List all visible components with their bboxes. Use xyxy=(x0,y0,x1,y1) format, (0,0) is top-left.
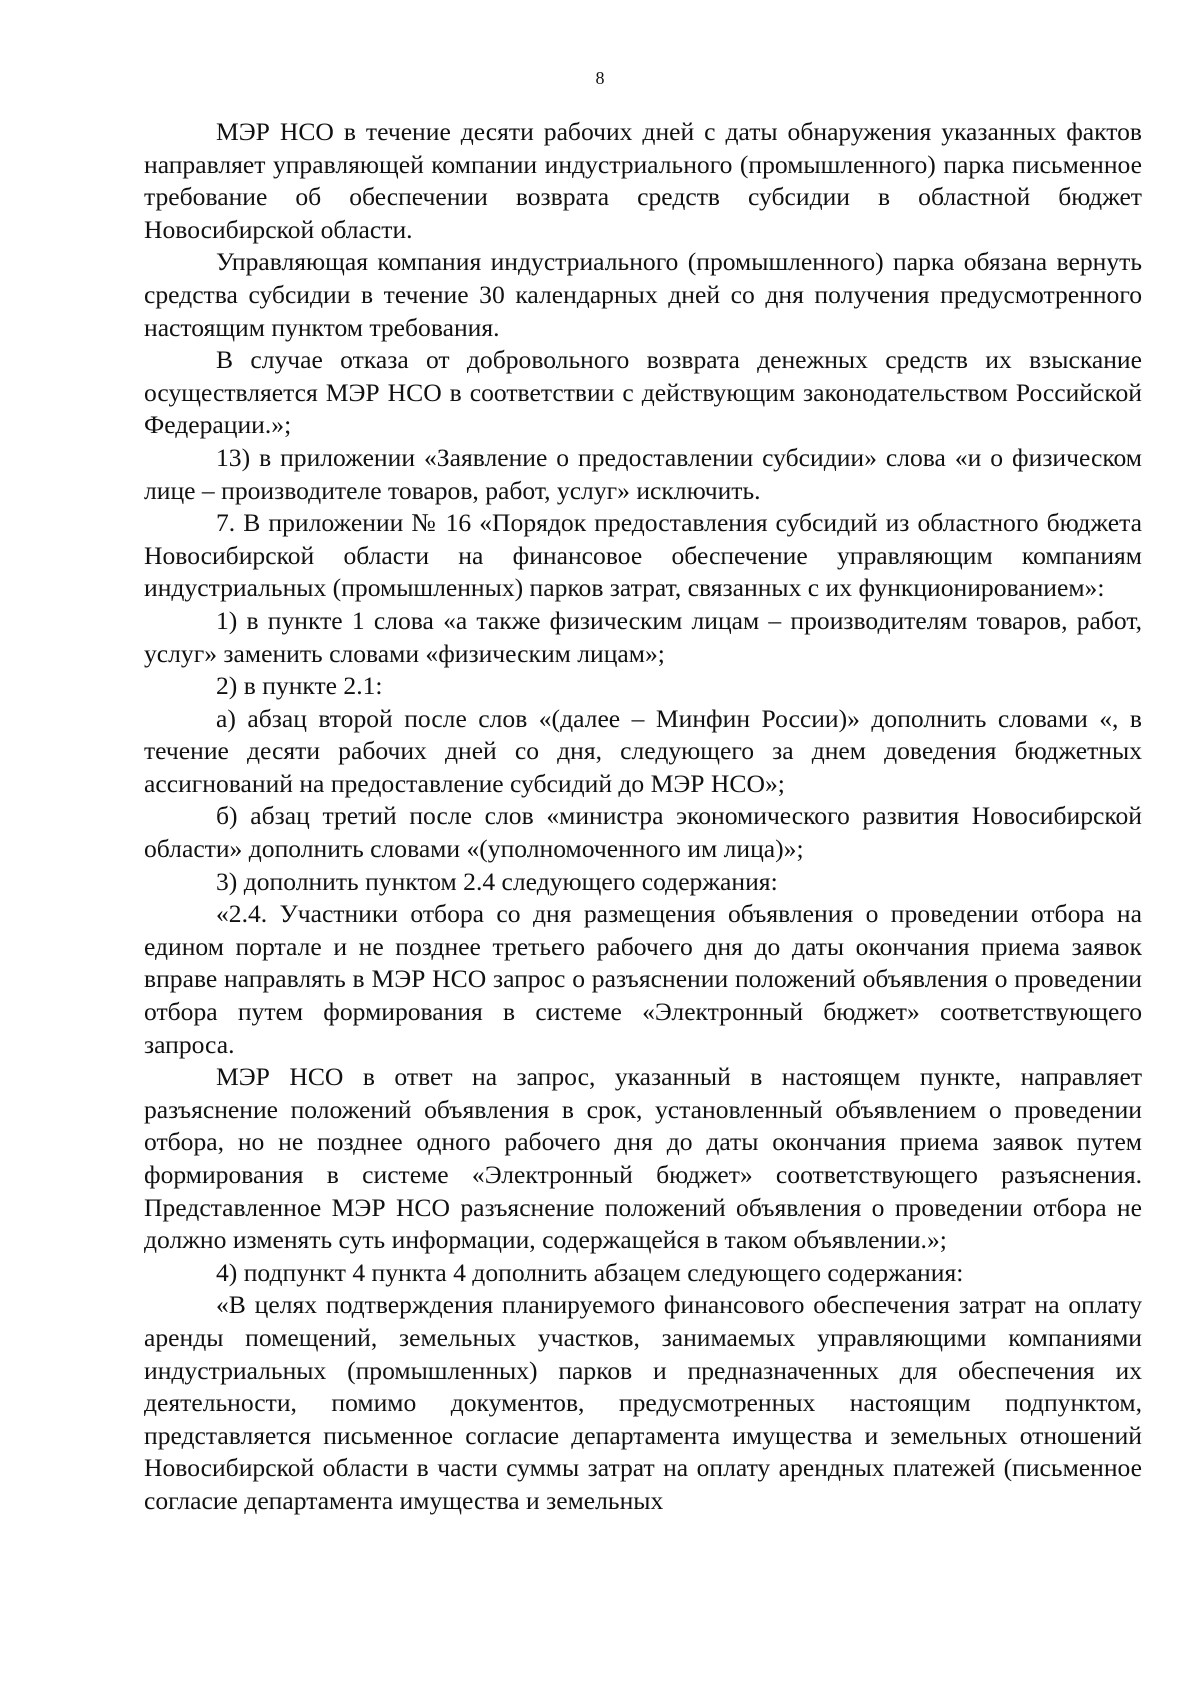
paragraph-3: В случае отказа от добровольного возврата денежных средств их взыскание осуществляется МЭР НСО в соответствии с действующим законодательством Российской Федерации.»; xyxy=(144,345,1142,440)
paragraph-6: 1) в пункте 1 слова «а также физическим лицам – производителям товаров, работ, услуг» заменить словами «физическим лицам»; xyxy=(144,605,1142,668)
document-body xyxy=(144,116,1142,1518)
paragraph-9: б) абзац третий после слов «министра экономического развития Новосибирской области» дополнить словами «(уполномоченного им лица)»; xyxy=(144,801,1142,864)
paragraph-1: МЭР НСО в течение десяти рабочих дней с даты обнаружения указанных фактов направляет управляющей компании индустриального (промышленного) парка письменное требование об обеспечении возврата средств субсидии в областной бюджет Новосибирской области. xyxy=(144,117,1142,244)
paragraph-4: 13) в приложении «Заявление о предоставлении субсидии» слова «и о физическом лице – производителе товаров, работ, услуг» исключить. xyxy=(144,442,1142,505)
page-number: 8 xyxy=(595,68,605,88)
paragraph-7: 2) в пункте 2.1: xyxy=(216,671,383,701)
paragraph-8: а) абзац второй после слов «(далее – Минфин России)» дополнить словами «, в течение десяти рабочих дней со дня, следующего за днем доведения бюджетных ассигнований на предоставление субсидий до МЭР НСО»; xyxy=(144,703,1142,798)
paragraph-12: МЭР НСО в ответ на запрос, указанный в настоящем пункте, направляет разъяснение положений объявления в срок, установленный объявлением о проведении отбора, но не позднее одного рабочего дня до даты окончания приема заявок путем формирования в системе «Электронный бюджет» соответствующего разъяснения. Представленное МЭР НСО разъяснение положений объявления о проведении отбора не должно изменять суть информации, содержащейся в таком объявлении.»; xyxy=(144,1062,1142,1255)
paragraph-13: 4) подпункт 4 пункта 4 дополнить абзацем следующего содержания: xyxy=(216,1257,964,1287)
paragraph-14: «В целях подтверждения планируемого финансового обеспечения затрат на оплату аренды помещений, земельных участков, занимаемых управляющими компаниями индустриальных (промышленных) парков и предназначенных для обеспечения их деятельности, помимо документов, предусмотренных настоящим подпунктом, представляется письменное согласие департамента имущества и земельных отношений Новосибирской области в части суммы затрат на оплату арендных платежей (письменное согласие департамента имущества и земельных xyxy=(144,1290,1142,1515)
paragraph-11: «2.4. Участники отбора со дня размещения объявления о проведении отбора на едином портале и не позднее третьего рабочего дня до даты окончания приема заявок вправе направлять в МЭР НСО запрос о разъяснении положений объявления о проведении отбора путем формирования в системе «Электронный бюджет» соответствующего запроса. xyxy=(144,899,1142,1059)
paragraph-2: Управляющая компания индустриального (промышленного) парка обязана вернуть средства субсидии в течение 30 календарных дней со дня получения предусмотренного настоящим пунктом требования. xyxy=(144,247,1142,342)
paragraph-10: 3) дополнить пунктом 2.4 следующего содержания: xyxy=(216,866,778,896)
paragraph-5: 7. В приложении № 16 «Порядок предоставления субсидий из областного бюджета Новосибирской области на финансовое обеспечение управляющим компаниям индустриальных (промышленных) парков затрат, связанных с их функционированием»: xyxy=(144,508,1142,603)
